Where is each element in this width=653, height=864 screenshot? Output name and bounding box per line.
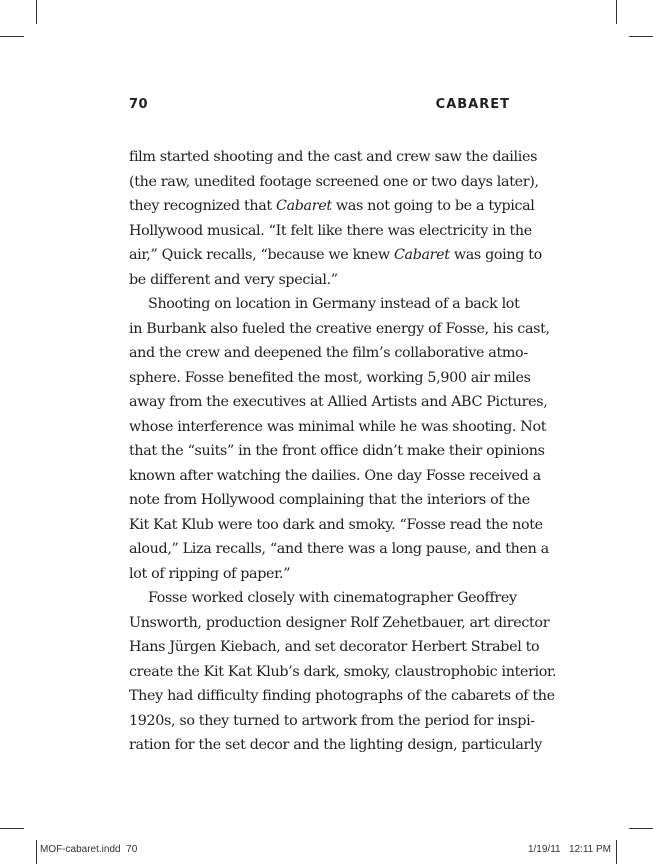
text-line: lot of ripping of paper.” (129, 565, 291, 582)
text-line: be different and very special.” (129, 271, 338, 288)
text-line: note from Hollywood complaining that the interiors of the (129, 492, 530, 508)
text-line: 1920s, so they turned to artwork from the period for inspi- (129, 712, 535, 729)
text-line: Shooting on location in Germany instead of a back lot (148, 296, 520, 312)
text-line: (the raw, unedited footage screened one or two days later), (129, 173, 539, 190)
text-line: sphere. Fosse benefited the most, working 5,900 air miles (129, 369, 531, 386)
slug-page: 70 (126, 844, 138, 855)
running-header (129, 97, 510, 115)
slug-file-info (40, 844, 137, 858)
text-line: ration for the set decor and the lighting design, particularly (129, 737, 542, 753)
body-text (129, 145, 557, 758)
text-line: Fosse worked closely with cinematographer Geoffrey (148, 590, 517, 606)
text-line: air,” Quick recalls, “because we knew Cabaret was going to (129, 247, 542, 263)
crop-mark-bottom-left-horizontal (0, 828, 24, 829)
slug-timestamp (528, 844, 611, 858)
slug-date: 1/19/11 (527, 844, 561, 855)
text-line: Unsworth, production designer Rolf Zehetbauer, art director (129, 614, 550, 631)
text-line: away from the executives at Allied Artists and ABC Pictures, (129, 394, 548, 410)
crop-mark-bottom-right-vertical (616, 840, 617, 864)
text-line: whose interference was minimal while he was shooting. Not (129, 418, 547, 435)
text-line: that the “suits” in the front office didn’t make their opinions (129, 443, 545, 459)
crop-mark-bottom-left-vertical (36, 840, 37, 864)
crop-mark-bottom-right-horizontal (629, 828, 653, 829)
text-line: Hollywood musical. “It felt like there was electricity in the (129, 222, 532, 239)
text-line: Hans Jürgen Kiebach, and set decorator Herbert Strabel to (129, 639, 540, 655)
text-line: They had difficulty finding photographs of the cabarets of the (129, 688, 555, 704)
running-head-title: CABARET (435, 97, 510, 112)
text-line: known after watching the dailies. One day Fosse received a (129, 467, 541, 484)
crop-mark-top-left-vertical (36, 0, 37, 24)
text-line: they recognized that Cabaret was not going to be a typical (129, 198, 535, 214)
text-line: aloud,” Liza recalls, “and there was a long pause, and then a (129, 541, 549, 557)
crop-mark-top-right-vertical (616, 0, 617, 24)
text-line: in Burbank also fueled the creative energy of Fosse, his cast, (129, 320, 550, 337)
slug-filename: MOF-cabaret.indd (40, 844, 121, 855)
text-line: film started shooting and the cast and crew saw the dailies (129, 149, 538, 165)
text-line: create the Kit Kat Klub’s dark, smoky, claustrophobic interior. (129, 663, 557, 680)
text-line: Kit Kat Klub were too dark and smoky. “Fosse read the note (129, 516, 543, 533)
slug-time: 12:11 PM (568, 844, 611, 855)
page-number: 70 (129, 97, 149, 112)
text-line: and the crew and deepened the film’s collaborative atmo- (129, 345, 528, 361)
crop-mark-top-left-horizontal (0, 36, 24, 37)
crop-mark-top-right-horizontal (629, 36, 653, 37)
